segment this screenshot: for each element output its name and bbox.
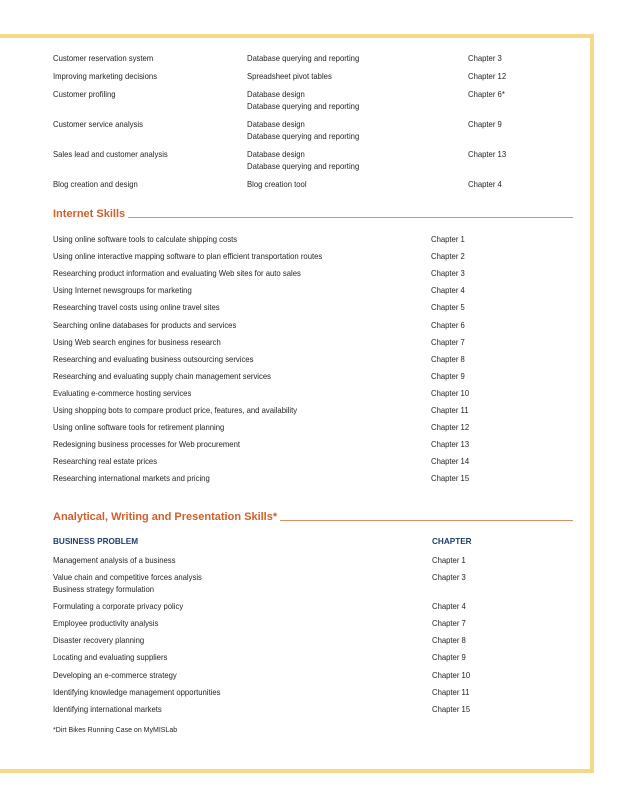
chapter: Chapter 4 — [468, 179, 502, 189]
business-problem: Identifying international markets — [53, 704, 162, 714]
chapter: Chapter 4 — [431, 285, 465, 296]
chapter: Chapter 12 — [431, 422, 470, 433]
heading-rule — [280, 520, 573, 521]
software-skill: Database querying and reporting — [247, 161, 360, 171]
chapter: Chapter 11 — [432, 687, 470, 697]
business-problem: Formulating a corporate privacy policy — [53, 601, 184, 611]
business-problem: Sales lead and customer analysis — [53, 149, 168, 159]
internet-task: Using shopping bots to compare product price, features, and availability — [53, 405, 298, 415]
column-header-chapter: CHAPTER — [432, 537, 472, 546]
internet-task: Using online software tools to calculate shipping costs — [53, 234, 238, 244]
chapter: Chapter 10 — [431, 387, 470, 398]
chapter: Chapter 15 — [432, 704, 471, 714]
software-skill: Database querying and reporting — [247, 101, 360, 111]
business-problem: Customer reservation system — [53, 53, 154, 63]
software-skill: Database design — [247, 89, 305, 99]
internet-task: Researching travel costs using online travel sites — [53, 302, 220, 313]
software-skill: Spreadsheet pivot tables — [247, 71, 332, 81]
chapter: Chapter 3 — [431, 268, 465, 279]
internet-task: Researching real estate prices — [53, 456, 158, 467]
chapter: Chapter 11 — [431, 405, 469, 415]
business-problem: Developing an e-commerce strategy — [53, 670, 177, 680]
internet-task: Using Web search engines for business research — [53, 336, 221, 347]
software-skill: Database design — [247, 119, 305, 129]
chapter: Chapter 10 — [432, 670, 471, 680]
analytical-skills-heading — [53, 511, 573, 523]
chapter: Chapter 1 — [431, 234, 465, 244]
internet-task: Redesigning business processes for Web procurement — [53, 439, 241, 450]
chapter: Chapter 13 — [468, 149, 507, 159]
internet-task: Using Internet newsgroups for marketing — [53, 285, 192, 296]
chapter: Chapter 6 — [431, 319, 465, 330]
chapter: Chapter 13 — [431, 439, 470, 450]
chapter: Chapter 4 — [432, 601, 466, 611]
business-problem: Identifying knowledge management opportunities — [53, 687, 221, 697]
business-problem: Disaster recovery planning — [53, 635, 145, 645]
chapter: Chapter 8 — [432, 635, 466, 645]
business-problem: Customer profiling — [53, 89, 116, 99]
chapter: Chapter 14 — [431, 456, 470, 467]
internet-task: Researching product information and evaluating Web sites for auto sales — [53, 268, 301, 279]
business-problem: Improving marketing decisions — [53, 71, 158, 81]
business-problem: Management analysis of a business — [53, 555, 176, 565]
internet-task: Researching and evaluating supply chain management services — [53, 370, 272, 381]
chapter: Chapter 2 — [431, 251, 465, 262]
business-problem: Locating and evaluating suppliers — [53, 652, 168, 662]
internet-task: Evaluating e-commerce hosting services — [53, 387, 192, 398]
chapter: Chapter 7 — [432, 618, 466, 628]
business-problem: Customer service analysis — [53, 119, 143, 129]
internet-task: Using online software tools for retirement planning — [53, 422, 225, 433]
heading-rule — [128, 217, 573, 218]
business-problem: Business strategy formulation — [53, 584, 155, 594]
chapter: Chapter 3 — [468, 53, 502, 63]
chapter: Chapter 9 — [431, 370, 465, 381]
business-problem: Employee productivity analysis — [53, 618, 159, 628]
chapter: Chapter 15 — [431, 473, 470, 484]
section-title: Analytical, Writing and Presentation Skills* — [53, 511, 278, 523]
software-skill: Database querying and reporting — [247, 53, 360, 63]
chapter: Chapter 7 — [431, 336, 465, 347]
chapter: Chapter 8 — [431, 353, 465, 364]
chapter: Chapter 5 — [431, 302, 465, 313]
section-title: Internet Skills — [53, 208, 126, 220]
chapter: Chapter 3 — [432, 572, 466, 582]
page-frame — [0, 34, 594, 773]
software-skill: Database design — [247, 149, 305, 159]
footnote: *Dirt Bikes Running Case on MyMISLab — [53, 727, 178, 734]
software-skill: Database querying and reporting — [247, 131, 360, 141]
internet-task: Researching and evaluating business outsourcing services — [53, 353, 254, 364]
chapter: Chapter 6* — [468, 89, 505, 99]
chapter: Chapter 9 — [468, 119, 502, 129]
chapter: Chapter 1 — [432, 555, 466, 565]
business-problem: Blog creation and design — [53, 179, 138, 189]
chapter: Chapter 9 — [432, 652, 466, 662]
internet-task: Using online interactive mapping software to plan efficient transportation routes — [53, 251, 323, 262]
chapter: Chapter 12 — [468, 71, 507, 81]
software-skill: Blog creation tool — [247, 179, 307, 189]
internet-task: Searching online databases for products and services — [53, 319, 237, 330]
internet-skills-heading — [53, 208, 573, 220]
internet-task: Researching international markets and pricing — [53, 473, 210, 484]
column-header-business-problem: BUSINESS PROBLEM — [53, 537, 139, 546]
business-problem: Value chain and competitive forces analysis — [53, 572, 202, 582]
